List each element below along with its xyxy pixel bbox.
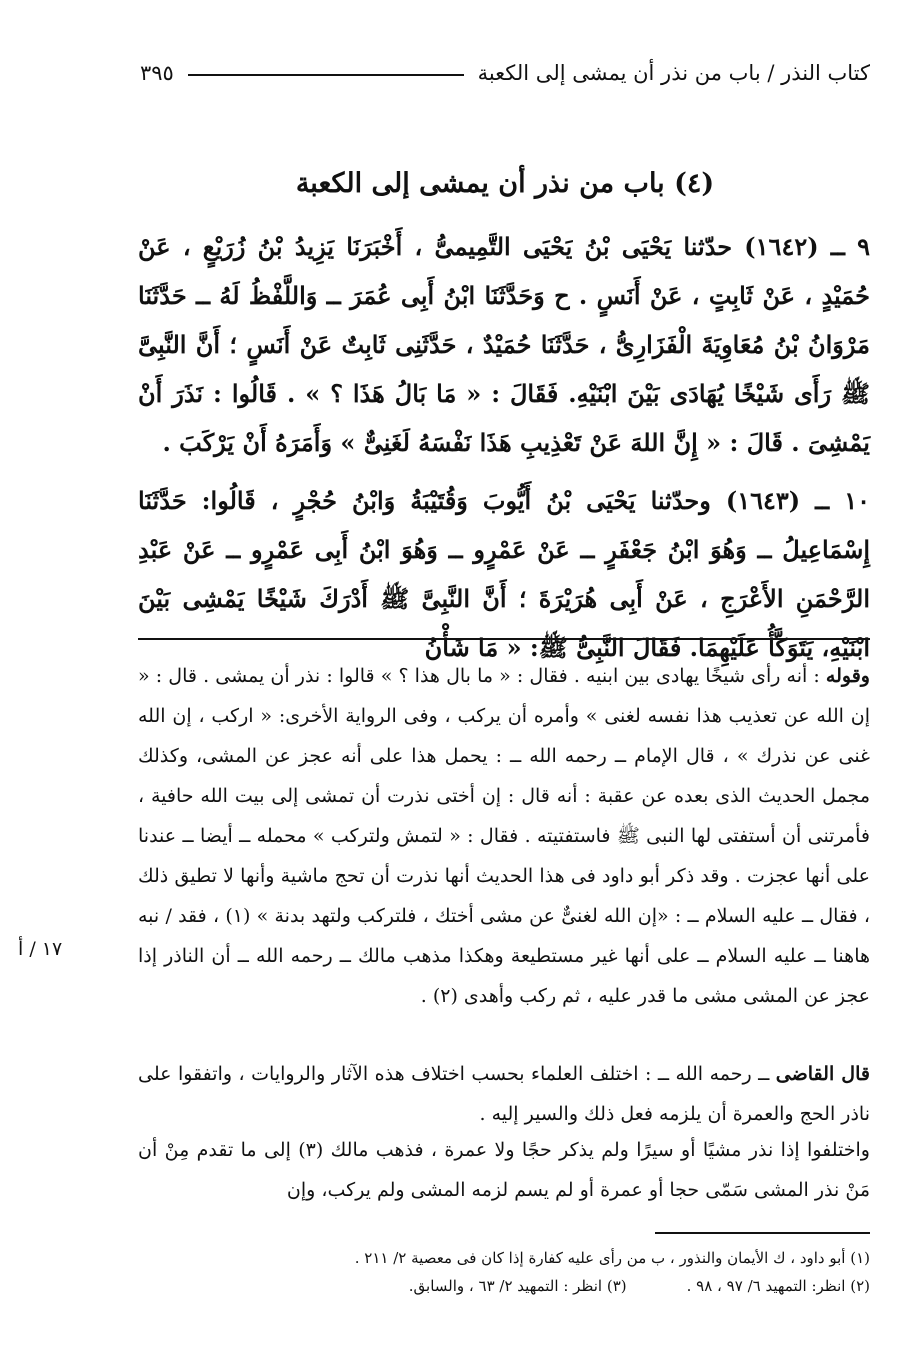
header-rule: [188, 74, 464, 76]
hadith-10: ١٠ ــ (١٦٤٣) وحدّثنا يَحْيَى بْنُ أَيُّوبَ وَقُتَيْبَةُ وَابْنُ حُجْرٍ ، قَالُوا: حَدَّثَنَا إِسْمَاعِيلُ ــ وَهُوَ ابْنُ جَعْفَرٍ ــ عَنْ عَمْرٍو ــ وَهُوَ ابْنُ أَبِى عَمْرٍو ــ عَنْ عَبْدِ الرَّحْمَنِ الأَعْرَجِ ، عَنْ أَبِى هُرَيْرَةَ ؛ أَنَّ النَّبِىَّ ﷺ أَدْرَكَ شَيْخًا يَمْشِى بَيْنَ ابْنَيْهِ، يَتَوَكَّأُ عَلَيْهِمَا. فَقَالَ النَّبِىُّ ﷺ: « مَا شَأْنُ: [138, 486, 870, 662]
paragraph-text: ــ رحمه الله ــ : اختلف العلماء بحسب اختلاف هذه الآثار والروايات ، واتفقوا على ناذر الحج والعمرة أن يلزمه فعل ذلك والسير إليه .: [138, 1063, 870, 1125]
footnotes: [138, 1244, 870, 1300]
commentary-paragraph: [138, 1130, 870, 1210]
footnote-2: (٢) انظر: التمهيد ٦/ ٩٧ ، ٩٨ .: [686, 1277, 870, 1295]
commentary-divider: [138, 638, 870, 640]
hadith-9: ٩ ــ (١٦٤٢) حدّثنا يَحْيَى بْنُ يَحْيَى التَّمِيمىُّ ، أَخْبَرَنَا يَزِيدُ بْنُ زُرَيْعٍ ، عَنْ حُمَيْدٍ ، عَنْ ثَابِتٍ ، عَنْ أَنَسٍ . ح وَحَدَّثَنَا ابْنُ أَبِى عُمَرَ ــ وَاللَّفْظُ لَهُ ــ حَدَّثَنَا مَرْوَانُ بْنُ مُعَاوِيَةَ الْفَزَارِىُّ ، حَدَّثَنَا حُمَيْدٌ ، حَدَّثَنِى ثَابِتٌ عَنْ أَنَسٍ ؛ أَنَّ النَّبِىَّ ﷺ رَأَى شَيْخًا يُهَادَى بَيْنَ ابْنَيْهِ. فَقَالَ : « مَا بَالُ هَذَا ؟ » . قَالُوا : نَذَرَ أَنْ يَمْشِىَ . قَالَ : « إِنَّ اللهَ عَنْ تَعْذِيبِ هَذَا نَفْسَهُ لَغَنِىٌّ » وَأَمَرَهُ أَنْ يَرْكَبَ .: [138, 232, 870, 457]
commentary-paragraph: [138, 656, 870, 1016]
commentary-paragraph: [138, 1054, 870, 1134]
page-number: ٣٩٥: [140, 61, 174, 85]
running-header: [140, 55, 870, 91]
footnote-row: [138, 1272, 870, 1300]
running-title: كتاب النذر / باب من نذر أن يمشى إلى الكعبة: [477, 61, 870, 85]
paragraph-text: : أنه رأى شيخًا يهادى بين ابنيه . فقال : « ما بال هذا ؟ » قالوا : نذر أن يمشى . قال : « إن الله عن تعذيب هذا نفسه لغنى » وأمره أن يركب ، وفى الرواية الأخرى: « اركب ، إن الله غنى عن نذرك » ، قال الإمام ــ رحمه الله ــ : يحمل هذا على أنه عجز عن المشى، وكذلك مجمل الحديث الذى بعده عن عقبة : أنه قال : إن أختى نذرت أن تمشى إلى بيت الله حافية ، فأمرتنى أن أستفتى لها النبى ﷺ فاستفتيته . فقال : « لتمش ولتركب » محمله ــ أيضا ــ عندنا على أنها عجزت . وقد ذكر أبو داود فى هذا الحديث أنها نذرت أن تحج ماشية وأنها لا تطيق ذلك ، فقال ــ عليه السلام ــ : «إن الله لغنىٌّ عن مشى أختك ، فلتركب ولتهد بدنة » (١) ، فقد / نبه هاهنا ــ عليه السلام ــ على أنها غير مستطيعة وهكذا مذهب مالك ــ رحمه الله ــ أن الناذر إذا عجز عن المشى مشى ما قدر عليه ، ثم ركب وأهدى (٢) .: [138, 665, 870, 1007]
margin-folio-note: ١٧ / أ: [18, 938, 63, 960]
paragraph-lead: وقوله: [825, 665, 870, 687]
footnote-1: (١) أبو داود ، ك الأيمان والنذور ، ب من رأى عليه كفارة إذا كان فى معصية ٢/ ٢١١ .: [354, 1249, 870, 1267]
paragraph-lead: قال القاضى: [775, 1063, 870, 1085]
chapter-title: (٤) باب من نذر أن يمشى إلى الكعبة: [295, 168, 715, 199]
paragraph-text: واختلفوا إذا نذر مشيًا أو سيرًا ولم يذكر حجًا ولا عمرة ، فذهب مالك (٣) إلى ما تقدم مِنْ أن مَنْ نذر المشى سَمّى حجا أو عمرة أو لم يسم لزمه المشى ولم يركب، وإن: [138, 1139, 870, 1201]
footnote-3: (٣) انظر : التمهيد ٢/ ٦٣ ، والسابق.: [408, 1277, 627, 1295]
footnote-rule: [655, 1232, 870, 1234]
